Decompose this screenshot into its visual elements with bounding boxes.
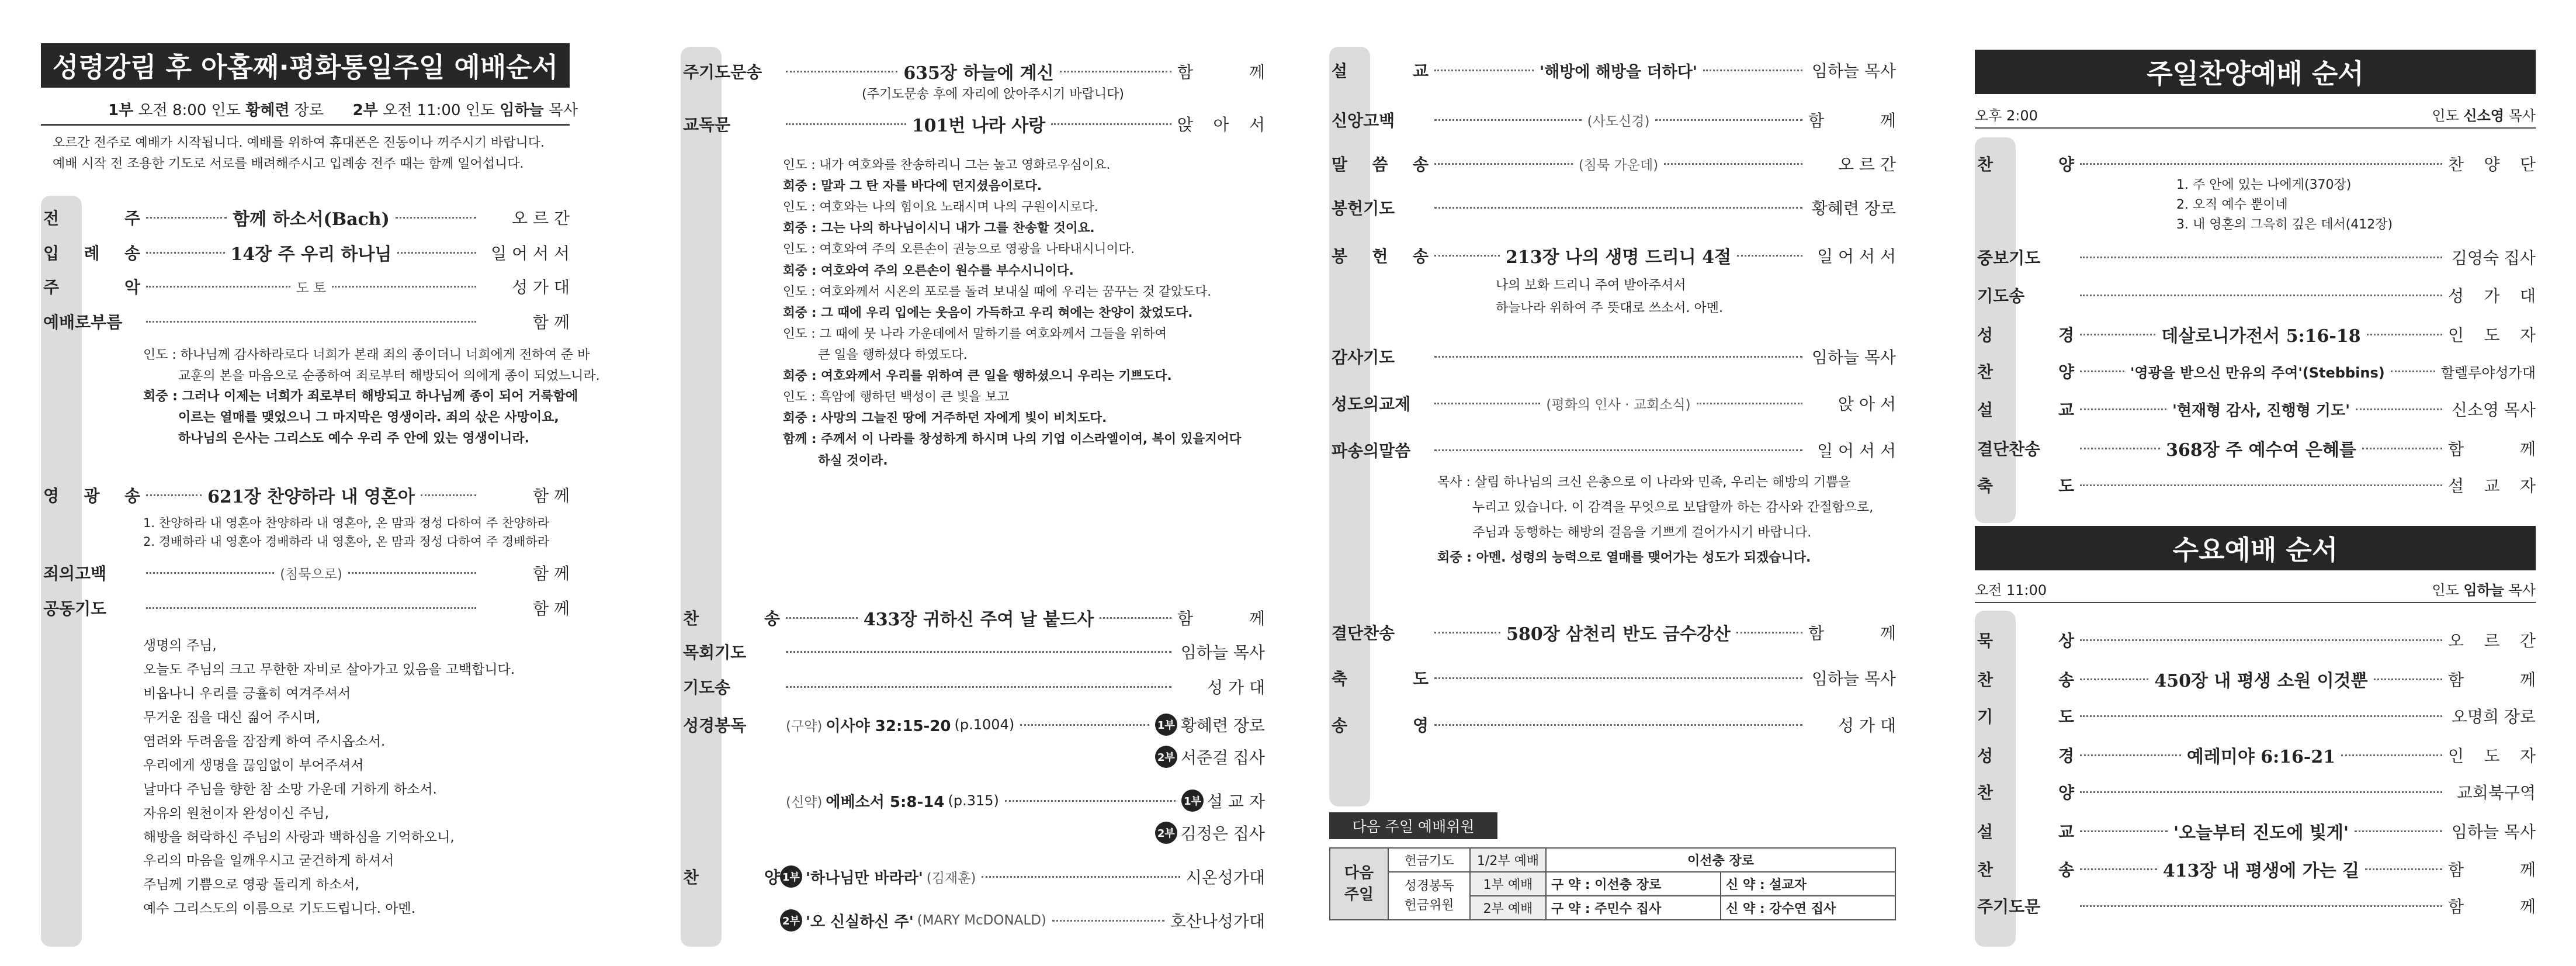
order-row — [1975, 473, 2536, 497]
row-leader: 오 르 간 — [1838, 155, 1897, 174]
service-2-badge: 2부 — [1155, 822, 1177, 844]
row-leader: 성 가 대 — [2448, 286, 2536, 306]
wednesday-title: 수요예배 순서 — [1975, 526, 2536, 570]
row-leader: 함 께 — [2448, 670, 2536, 690]
second-service-label: 2부 — [352, 102, 378, 119]
row-leader: 오명희 장로 — [2451, 707, 2536, 726]
nt-passage: 에베소서 5:8-14 — [826, 793, 945, 811]
row-label: 설 교 — [1977, 400, 2074, 420]
row-leader: 인 도 자 — [2448, 746, 2536, 766]
row-label: 찬 송 — [1977, 670, 2074, 690]
row-content: 433장 귀하신 주여 날 붙드사 — [863, 610, 1094, 630]
row-leader: 함 께 — [2448, 439, 2536, 459]
first-service-time: 오전 8:00 인도 — [138, 102, 241, 119]
row-label: 성도의교제 — [1332, 394, 1411, 414]
first-service-leader: 황혜련 — [245, 102, 290, 119]
ot-prefix: (구약) — [786, 718, 823, 734]
cell: 이선충 장로 — [1546, 848, 1895, 872]
row-content: 도 토 — [296, 280, 327, 296]
row-content: '현재형 감사, 진행형 기도' — [2172, 401, 2350, 420]
order-row — [681, 675, 1265, 698]
order-row — [41, 561, 570, 584]
row-content: 580장 삼천리 반도 금수강산 — [1506, 624, 1731, 645]
row-label: 주기도문송 — [683, 63, 762, 82]
row-label: 설 교 — [1977, 822, 2074, 842]
row-label: 축 도 — [1977, 476, 2074, 496]
reading-nt-row — [681, 789, 1265, 812]
column-sunday-service — [41, 35, 602, 947]
column-liturgy — [681, 35, 1265, 947]
row-label: 주기도문 — [1977, 897, 2041, 916]
order-row — [41, 310, 570, 333]
order-row — [1975, 435, 2536, 461]
order-row — [41, 205, 570, 230]
page-title: 성령강림 후 아홉째·평화통일주일 예배순서 — [41, 43, 570, 88]
cell: 1/2부 예배 — [1470, 848, 1546, 872]
row-leader: 황혜련 장로 — [1811, 199, 1896, 218]
cell: 1부 예배 — [1470, 872, 1546, 896]
row-label: 목회기도 — [683, 643, 747, 662]
intro-line-2: 예배 시작 전 조용한 기도로 서로를 배려해주시고 입례송 전주 때는 함께 일어섭니다. — [53, 157, 524, 171]
order-row — [1329, 392, 1896, 415]
row-leader: 앉 아 서 — [1838, 394, 1896, 414]
next-week-table — [1329, 847, 1896, 920]
ot-reader-1: 황혜련 장로 — [1180, 716, 1265, 735]
row-leader: 함 께 — [2448, 860, 2536, 880]
praise-1-title: '하나님만 바라라' — [806, 869, 923, 887]
second-service-leader: 임하늘 — [500, 102, 544, 119]
row-leader: 함 께 — [533, 599, 570, 618]
row-leader: 함 께 — [533, 486, 570, 505]
service-2-badge: 2부 — [780, 909, 802, 932]
order-row — [1329, 619, 1896, 645]
row-label: 죄의고백 — [43, 564, 107, 583]
service-1-badge: 1부 — [1181, 790, 1204, 812]
row-content: 14장 주 우리 하나님 — [230, 244, 392, 265]
praise-2-title: '오 신실하신 주' — [806, 913, 914, 931]
row-leader: 오 르 간 — [2448, 631, 2536, 650]
nt-prefix: (신약) — [786, 794, 823, 810]
row-leader: 함 께 — [2448, 897, 2536, 916]
first-service-label: 1부 — [108, 102, 134, 119]
row-label: 봉헌기도 — [1332, 199, 1395, 218]
nt-page: (p.315) — [948, 792, 999, 809]
order-row — [1329, 152, 1896, 175]
row-leader: 임하늘 목사 — [1811, 669, 1896, 688]
row-leader: 오 르 간 — [512, 209, 570, 228]
reading-ot-row-2 — [681, 745, 1265, 768]
order-row — [1975, 283, 2536, 307]
row-leader: 함 께 — [1808, 111, 1897, 130]
row-label: 성 경 — [1977, 326, 2074, 345]
order-row — [681, 111, 1265, 137]
cell: 신 약 : 설교자 — [1721, 872, 1895, 896]
order-row — [1975, 666, 2536, 692]
order-row — [1329, 666, 1896, 690]
order-row — [1975, 894, 2536, 917]
order-row — [1975, 742, 2536, 768]
cell: 신 약 : 강수연 집사 — [1721, 896, 1895, 920]
row-label: 묵 상 — [1977, 631, 2074, 650]
cell: 구 약 : 이선충 장로 — [1546, 872, 1721, 896]
order-row — [1975, 780, 2536, 804]
row-content: 데살로니가전서 5:16-18 — [2161, 326, 2361, 347]
order-row — [1975, 628, 2536, 652]
service-2-badge: 2부 — [1155, 746, 1177, 768]
order-row — [1975, 359, 2536, 383]
ot-passage: 이사야 32:15-20 — [826, 717, 951, 735]
row-leader: 함 께 — [1177, 609, 1266, 628]
row-label: 신앙고백 — [1332, 111, 1395, 130]
row-label: 기도송 — [1977, 286, 2025, 306]
row-label: 교독문 — [683, 115, 731, 134]
row-leader: 신소영 목사 — [2451, 400, 2536, 420]
order-row — [41, 482, 570, 508]
row-content: (사도신경) — [1587, 113, 1650, 129]
nt-reader-1: 설 교 자 — [1207, 792, 1265, 811]
row-leader: 설 교 자 — [2448, 476, 2536, 496]
cell: 헌금기도 — [1388, 848, 1470, 872]
row-leader: 함 께 — [533, 564, 570, 583]
reading-nt-row-2 — [681, 821, 1265, 844]
row-label: 찬 양 — [683, 868, 780, 887]
order-row — [41, 275, 570, 298]
service-1-badge: 1부 — [1155, 714, 1177, 736]
row-label: 찬 송 — [1977, 860, 2074, 880]
afternoon-title: 주일찬양예배 순서 — [1975, 50, 2536, 94]
row-leader: 임하늘 목사 — [1811, 348, 1896, 367]
column-sermon — [1329, 35, 1896, 947]
row-content: 함께 하소서(Bach) — [233, 209, 390, 230]
row-leader: 임하늘 목사 — [2451, 822, 2536, 842]
order-row — [1329, 108, 1896, 131]
row-content: (침묵 가운데) — [1578, 157, 1659, 173]
row-leader: 성 가 대 — [512, 278, 570, 297]
row-content: 413장 내 평생에 가는 길 — [2162, 861, 2360, 881]
row-leader: 일 어 서 서 — [1817, 247, 1896, 266]
order-row — [41, 240, 570, 265]
call-to-worship: 인도 : 하나님께 감사하라로다 너희가 본래 죄의 종이더니 너희에게 전하여 준 바 교훈의 본을 마음으로 순종하여 죄로부터 해방되어 의에게 종이 되었느니라. 회중 : 그러나 이제는 너희가 죄로부터 해방되고 하나님께 종이 되어 거룩함에 이르는 열매를 맺었으니 그 마지막은 영생이라. 죄의 삯은 사망이요, 하나님의 은사는 그리스도 예수 우리 주 안에 있는 영생이니라. — [143, 348, 600, 446]
nt-reader-2: 김정은 집사 — [1180, 824, 1265, 843]
sermon-title: '해방에 해방을 더하다' — [1539, 63, 1698, 81]
intro-line-1: 오르간 전주로 예배가 시작됩니다. 예배를 위하여 휴대폰은 진동이나 꺼주시기 바랍니다. — [53, 136, 545, 150]
row-label: 전 주 — [43, 209, 140, 228]
first-service-role: 장로 — [294, 102, 324, 119]
row-leader: 교회북구역 — [2456, 783, 2536, 802]
order-row — [1975, 397, 2536, 421]
order-row — [1975, 704, 2536, 728]
row-label: 입 례 송 — [43, 244, 140, 263]
row-leader: 김영숙 집사 — [2451, 248, 2536, 268]
row-label: 성경봉독 — [683, 716, 747, 735]
row-leader: 성 가 대 — [1838, 716, 1896, 735]
row-content: 예레미야 6:16-21 — [2186, 747, 2336, 767]
sending-words: 목사 : 살림 하나님의 크신 은총으로 이 나라와 민족, 우리는 해방의 기쁨을 누리고 있습니다. 이 감격을 무엇으로 보답할까 하는 감사와 간절함으로, 주님과 동행하는 해방의 걸음을 기쁘게 걸어가시기 바랍니다. 회중 : 아멘. 성령의 능력으로 열매를 맺어가는 성도가 되겠습니다. — [1437, 475, 1874, 565]
row-content: 368장 주 예수여 은혜를 — [2166, 440, 2356, 461]
row-label: 중보기도 — [1977, 248, 2041, 268]
row-label: 영 광 송 — [43, 486, 140, 505]
order-row — [1329, 196, 1896, 219]
row-content: 621장 찬양하라 내 영혼아 — [207, 487, 415, 507]
row-content: (침묵으로) — [280, 566, 342, 582]
order-row — [1975, 856, 2536, 882]
row-leader: 인 도 자 — [2448, 326, 2536, 345]
responsive-reading: 인도 : 내가 여호와를 찬송하리니 그는 높고 영화로우심이요. 회중 : 말과 그 탄 자를 바다에 던지셨음이로다. 인도 : 여호와는 나의 힘이요 노래시며 나의 구원이시로다. 회중 : 그는 나의 하나님이시니 내가 그를 찬송할 것이요. 인도 : 여호와여 주의 오른손이 권능으로 영광을 나타내시니이다. 회중 : 여호와여 주의 오른손이 원수를 부수시니이다. 인도 : 여호와께서 시온의 포로를 돌려 보내실 때에 우리는 꿈꾸는 것 같았도다. 회중 : 그 때에 우리 입에는 웃음이 가득하고 우리 혀에는 찬양이 찼었도다. 인도 : 그 때에 뭇 나라 가운데에서 말하기를 여호와께서 그들을 위하여 큰 일을 행하셨다 하였도다. 회중 : 여호와께서 우리를 위하여 큰 일을 행하셨으니 우리는 기쁘도다. 인도 : 흑암에 행하던 백성이 큰 빛을 보고 회중 : 사망의 그늘진 땅에 거주하던 자에게 빛이 비치도다. 함께 : 주께서 이 나라를 창성하게 하시며 나의 기업 이스라엘이여, 복이 있을지어다 하실 것이라. — [783, 158, 1242, 468]
row-label: 기 도 — [1977, 707, 2074, 726]
praise-1-composer: (김재훈) — [926, 870, 976, 886]
row-label: 기도송 — [683, 678, 731, 697]
order-row — [1975, 245, 2536, 269]
row-label: 찬 송 — [683, 609, 780, 628]
row-content: '오늘부터 진도에 빛게' — [2173, 823, 2349, 843]
row-leader: 함 께 — [1177, 63, 1266, 82]
afternoon-time: 오후 2:00 — [1975, 108, 2038, 124]
row-leader: 임하늘 목사 — [1811, 61, 1897, 81]
row-label: 주 악 — [43, 278, 140, 297]
order-row — [1329, 345, 1896, 368]
glory-song-lyrics: 1. 찬양하라 내 영혼아 찬양하라 내 영혼아, 온 맘과 정성 다하여 주 찬양하라 2. 경배하라 내 영혼아 경배하라 내 영혼아, 온 맘과 정성 다하여 주 경배하라 — [143, 516, 550, 549]
praise-row-2 — [681, 909, 1265, 932]
wednesday-time: 오전 11:00 — [1975, 582, 2047, 598]
row-leader: 앉 아 서 — [1177, 115, 1266, 134]
row-leader: 함 께 — [1808, 624, 1897, 643]
row-leader: 찬 양 단 — [2448, 155, 2536, 174]
row-label: 찬 양 — [1977, 155, 2074, 174]
service-1-badge: 1부 — [780, 865, 802, 888]
praise-2-choir: 호산나성가대 — [1170, 912, 1265, 931]
wednesday-leader: 인도 임하늘 목사 — [2432, 582, 2536, 598]
second-service-role: 목사 — [548, 102, 578, 119]
order-row — [1329, 713, 1896, 736]
ot-page: (p.1004) — [954, 716, 1015, 733]
order-row — [1975, 321, 2536, 347]
order-row — [681, 58, 1265, 84]
order-row — [1329, 438, 1896, 462]
row-label: 말 씀 송 — [1332, 155, 1429, 174]
row-label: 찬 양 — [1977, 783, 2074, 802]
next-week-side: 다음 주일 — [1330, 848, 1388, 920]
offering-lyrics: 나의 보화 드리니 주여 받아주셔서 하늘나라 위하여 주 뜻대로 쓰소서. 아멘. — [1496, 278, 1723, 316]
row-label: 송 영 — [1332, 716, 1429, 735]
row-leader: 함 께 — [533, 313, 570, 332]
row-label: 찬 양 — [1977, 362, 2074, 382]
cell: 2부 예배 — [1470, 896, 1546, 920]
cell: 성경봉독 헌금위원 — [1388, 872, 1470, 920]
row-label: 성 경 — [1977, 746, 2074, 766]
row-content: 635장 하늘에 계신 — [903, 63, 1054, 84]
row-label: 감사기도 — [1332, 348, 1395, 367]
row-content: '영광을 받으신 만유의 주여'(Stebbins) — [2130, 364, 2385, 381]
reading-ot-row — [681, 713, 1265, 736]
row-content: (평화의 인사 · 교회소식) — [1546, 397, 1691, 413]
order-row — [681, 640, 1265, 663]
order-row — [1329, 243, 1896, 268]
row-leader: 임하늘 목사 — [1180, 643, 1265, 662]
row-label: 결단찬송 — [1977, 439, 2041, 459]
row-label: 봉 헌 송 — [1332, 247, 1429, 266]
row-label: 예배로부름 — [43, 313, 123, 332]
order-row — [1975, 818, 2536, 844]
ot-reader-2: 서준걸 집사 — [1180, 748, 1265, 767]
afternoon-leader: 인도 신소영 목사 — [2432, 108, 2536, 124]
prayer-song-note: (주기도문송 후에 자리에 앉아주시기 바랍니다) — [862, 87, 1124, 102]
praise-song-list: 1. 주 안에 있는 나에게(370장) 2. 오직 예수 뿐이네 3. 내 영혼의 그윽히 깊은 데서(412장) — [2176, 178, 2393, 233]
praise-2-composer: (MARY McDONALD) — [917, 913, 1046, 928]
next-week-title: 다음 주일 예배위원 — [1329, 812, 1497, 839]
order-row — [41, 596, 570, 619]
praise-1-choir: 시온성가대 — [1185, 868, 1265, 887]
row-leader: 일 어 서 서 — [1817, 441, 1896, 461]
row-leader: 성 가 대 — [1207, 678, 1265, 697]
row-label: 설 교 — [1332, 61, 1429, 81]
row-label: 공동기도 — [43, 599, 107, 618]
row-content: 450장 내 평생 소원 이것뿐 — [2154, 671, 2368, 691]
row-label: 파송의말씀 — [1332, 441, 1411, 461]
row-leader: 할렐루야성가대 — [2440, 364, 2536, 381]
row-label: 결단찬송 — [1332, 624, 1395, 643]
praise-row-1 — [681, 865, 1265, 888]
column-afternoon-wednesday — [1975, 35, 2536, 947]
common-prayer: 생명의 주님, 오늘도 주님의 크고 무한한 자비로 살아가고 있음을 고백합니다. 비옵나니 우리를 긍휼히 여겨주셔서 무거운 짐을 대신 짊어 주시며, 염려와 두려움을 잠잠케 하여 주시옵소서. 우리에게 생명을 끊임없이 부어주셔서 날마다 주님을 향한 참 소망 가운데 거하게 하소서. 자유의 원천이자 완성이신 주님, 해방을 허락하신 주님의 사랑과 백하심을 기억하오니, 우리의 마음을 일깨우시고 굳건하게 하셔서 주님께 기쁨으로 영광 돌리게 하소서, 예수 그리스도의 이름으로 기도드립니다. 아멘. — [143, 638, 515, 917]
order-row — [681, 605, 1265, 631]
row-content: 101번 나라 사랑 — [911, 116, 1046, 136]
row-content: 213장 나의 생명 드리니 4절 — [1505, 247, 1732, 268]
second-service-time: 오전 11:00 인도 — [383, 102, 495, 119]
row-leader: 일 어 서 서 — [491, 244, 570, 263]
cell: 구 약 : 주민수 집사 — [1546, 896, 1721, 920]
row-label: 축 도 — [1332, 669, 1429, 688]
service-times — [108, 98, 578, 120]
order-row — [1975, 152, 2536, 175]
order-row — [1329, 58, 1896, 82]
